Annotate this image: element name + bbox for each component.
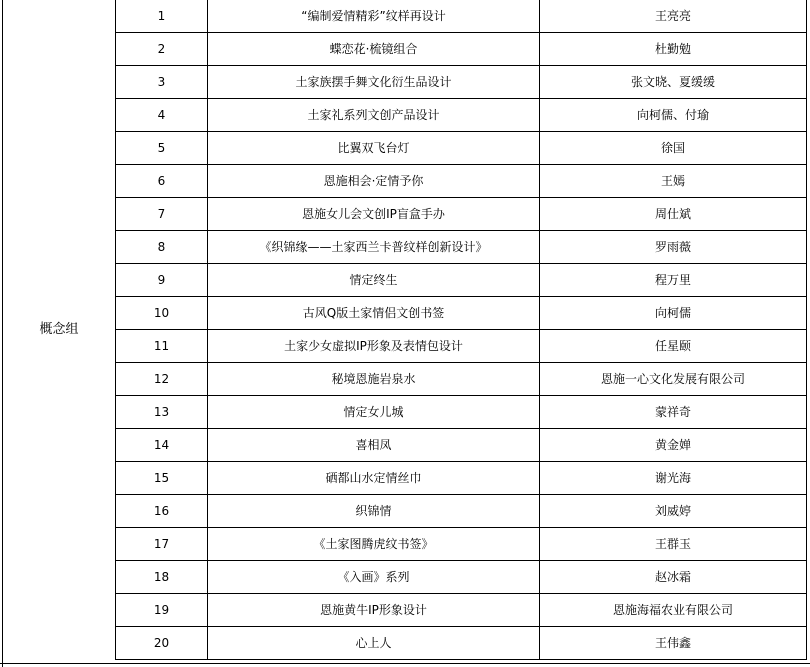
author-cell[interactable]: 程万里 [540, 264, 807, 297]
work-title-cell[interactable]: 硒都山水定情丝巾 [208, 462, 540, 495]
work-title-cell[interactable]: 古风Q版土家情侣文创书签 [208, 297, 540, 330]
work-title-cell[interactable]: 恩施相会·定情予你 [208, 165, 540, 198]
author-cell[interactable]: 罗雨薇 [540, 231, 807, 264]
work-title-cell[interactable]: 《织锦缘——土家西兰卡普纹样创新设计》 [208, 231, 540, 264]
row-number-cell[interactable]: 10 [116, 297, 208, 330]
row-number-cell[interactable]: 14 [116, 429, 208, 462]
work-title-cell[interactable]: 情定女儿城 [208, 396, 540, 429]
author-cell[interactable]: 刘威婷 [540, 495, 807, 528]
table-row [3, 165, 807, 198]
author-cell[interactable]: 任星颐 [540, 330, 807, 363]
work-title-cell[interactable]: 土家礼系列文创产品设计 [208, 99, 540, 132]
table-bottom-border [0, 663, 810, 664]
table-row [3, 363, 807, 396]
table-row [3, 462, 807, 495]
row-number-cell[interactable]: 1 [116, 0, 208, 33]
work-title-cell[interactable]: 《入画》系列 [208, 561, 540, 594]
table-row [3, 66, 807, 99]
author-cell[interactable]: 谢光海 [540, 462, 807, 495]
row-number-cell[interactable]: 12 [116, 363, 208, 396]
table-row [3, 561, 807, 594]
author-cell[interactable]: 向柯儒、付瑜 [540, 99, 807, 132]
author-cell[interactable]: 王群玉 [540, 528, 807, 561]
author-cell[interactable]: 蒙祥奇 [540, 396, 807, 429]
work-title-cell[interactable]: 土家少女虚拟IP形象及表情包设计 [208, 330, 540, 363]
row-number-cell[interactable]: 17 [116, 528, 208, 561]
row-number-cell[interactable]: 7 [116, 198, 208, 231]
group-label-cell[interactable]: 概念组 [3, 0, 116, 660]
award-table-body [3, 0, 807, 660]
row-number-cell[interactable]: 13 [116, 396, 208, 429]
table-row [3, 429, 807, 462]
table-row [3, 132, 807, 165]
author-cell[interactable]: 徐国 [540, 132, 807, 165]
author-cell[interactable]: 赵冰霜 [540, 561, 807, 594]
row-number-cell[interactable]: 15 [116, 462, 208, 495]
author-cell[interactable]: 王嫣 [540, 165, 807, 198]
work-title-cell[interactable]: “编制爱情精彩”纹样再设计 [208, 0, 540, 33]
author-cell[interactable]: 恩施海福农业有限公司 [540, 594, 807, 627]
author-cell[interactable]: 杜勤勉 [540, 33, 807, 66]
row-number-cell[interactable]: 9 [116, 264, 208, 297]
work-title-cell[interactable]: 织锦情 [208, 495, 540, 528]
work-title-cell[interactable]: 心上人 [208, 627, 540, 660]
table-row [3, 297, 807, 330]
author-cell[interactable]: 周仕斌 [540, 198, 807, 231]
row-number-cell[interactable]: 16 [116, 495, 208, 528]
row-number-cell[interactable]: 20 [116, 627, 208, 660]
work-title-cell[interactable]: 恩施黄牛IP形象设计 [208, 594, 540, 627]
author-cell[interactable]: 恩施一心文化发展有限公司 [540, 363, 807, 396]
work-title-cell[interactable]: 土家族摆手舞文化衍生品设计 [208, 66, 540, 99]
author-cell[interactable]: 王亮亮 [540, 0, 807, 33]
work-title-cell[interactable]: 情定终生 [208, 264, 540, 297]
row-number-cell[interactable]: 3 [116, 66, 208, 99]
author-cell[interactable]: 张文晓、夏缓缓 [540, 66, 807, 99]
table-row [3, 330, 807, 363]
work-title-cell[interactable]: 比翼双飞台灯 [208, 132, 540, 165]
row-number-cell[interactable]: 5 [116, 132, 208, 165]
table-row [3, 99, 807, 132]
work-title-cell[interactable]: 恩施女儿会文创IP盲盒手办 [208, 198, 540, 231]
table-row [3, 0, 807, 33]
author-cell[interactable]: 黄金婵 [540, 429, 807, 462]
work-title-cell[interactable]: 喜相凤 [208, 429, 540, 462]
author-cell[interactable]: 向柯儒 [540, 297, 807, 330]
table-row [3, 594, 807, 627]
table-row [3, 627, 807, 660]
table-row [3, 264, 807, 297]
work-title-cell[interactable]: 《土家图腾虎纹书签》 [208, 528, 540, 561]
award-table [2, 0, 807, 660]
table-row [3, 495, 807, 528]
row-number-cell[interactable]: 11 [116, 330, 208, 363]
row-number-cell[interactable]: 18 [116, 561, 208, 594]
table-row [3, 198, 807, 231]
row-number-cell[interactable]: 19 [116, 594, 208, 627]
table-row [3, 528, 807, 561]
work-title-cell[interactable]: 秘境恩施岩泉水 [208, 363, 540, 396]
row-number-cell[interactable]: 8 [116, 231, 208, 264]
table-row [3, 396, 807, 429]
work-title-cell[interactable]: 蝶恋花·梳镜组合 [208, 33, 540, 66]
author-cell[interactable]: 王伟鑫 [540, 627, 807, 660]
row-number-cell[interactable]: 6 [116, 165, 208, 198]
row-number-cell[interactable]: 4 [116, 99, 208, 132]
table-row [3, 231, 807, 264]
row-number-cell[interactable]: 2 [116, 33, 208, 66]
table-row [3, 33, 807, 66]
